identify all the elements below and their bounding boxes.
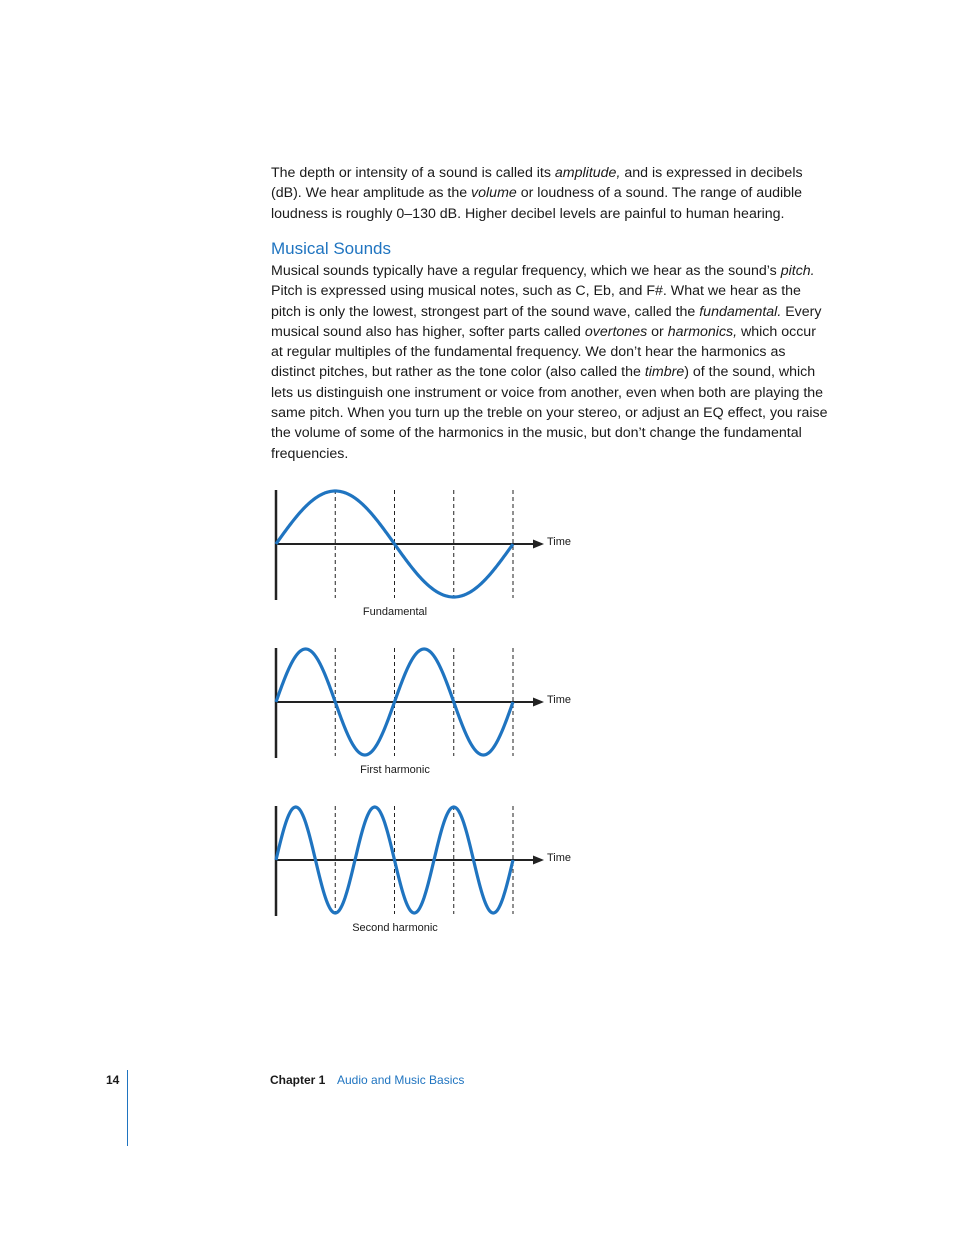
fundamental-caption: Fundamental xyxy=(362,606,428,618)
emphasis-harmonics: harmonics, xyxy=(667,323,738,340)
first-harmonic-caption: First harmonic xyxy=(360,764,430,776)
section-heading: Musical Sounds xyxy=(271,239,392,258)
emphasis-fundamental: fundamental. xyxy=(699,303,782,320)
text-run: Pitch is expressed using musical notes, such as C, Eb, and F#. What we hear as the pitch is only the lowest, strongest part of the sound wave, called the xyxy=(271,283,801,320)
text-run: Every musical sound also has higher, softer parts called xyxy=(271,303,822,340)
time-axis-arrowhead xyxy=(533,698,544,707)
time-axis-label: Time xyxy=(547,852,572,864)
emphasis-timbre: timbre xyxy=(644,364,685,381)
text-run: The depth or intensity of a sound is called its xyxy=(271,165,555,181)
time-axis-arrowhead xyxy=(533,856,544,865)
text-run: Musical sounds typically have a regular frequency, which we hear as the sound’s xyxy=(271,263,781,279)
musical-sounds-paragraph xyxy=(271,261,831,464)
chapter-title: Audio and Music Basics xyxy=(337,1073,465,1087)
text-run: or xyxy=(647,323,668,340)
text-run: or loudness of a sound. The range of audible loudness is roughly 0–130 dB. Higher decibel levels are painful to human hearing. xyxy=(271,185,803,222)
text-run: ) of the sound, which lets us distinguish one instrument or voice from another, even when both are playing the same pitch. When you turn up the treble on your stereo, or adjust an EQ effect, you raise the volume of some of the harmonics in the music, but don’t change the fundamental frequencies. xyxy=(271,364,828,462)
time-axis-label: Time xyxy=(547,694,572,706)
intro-paragraph xyxy=(271,163,831,224)
second-harmonic-caption: Second harmonic xyxy=(352,922,438,934)
text-run: and is expressed in decibels (dB). We hear amplitude as the xyxy=(271,165,803,202)
first-harmonic-wave-chart xyxy=(262,642,542,762)
second-harmonic-wave-chart xyxy=(262,800,542,920)
time-axis-arrowhead xyxy=(533,540,544,549)
emphasis-overtones: overtones xyxy=(584,323,648,340)
text-run: which occur at regular multiples of the fundamental frequency. We don’t hear the harmonics as distinct pitches, but rather as the tone color (also called the xyxy=(271,323,816,381)
time-axis-label: Time xyxy=(547,536,572,548)
chapter-label: Chapter 1 xyxy=(270,1073,326,1087)
emphasis-volume: volume xyxy=(471,185,517,202)
footer-divider xyxy=(127,1070,128,1146)
fundamental-wave-chart xyxy=(262,484,542,604)
emphasis-amplitude: amplitude, xyxy=(554,165,621,181)
emphasis-pitch: pitch. xyxy=(780,263,815,279)
page-number: 14 xyxy=(106,1073,120,1087)
